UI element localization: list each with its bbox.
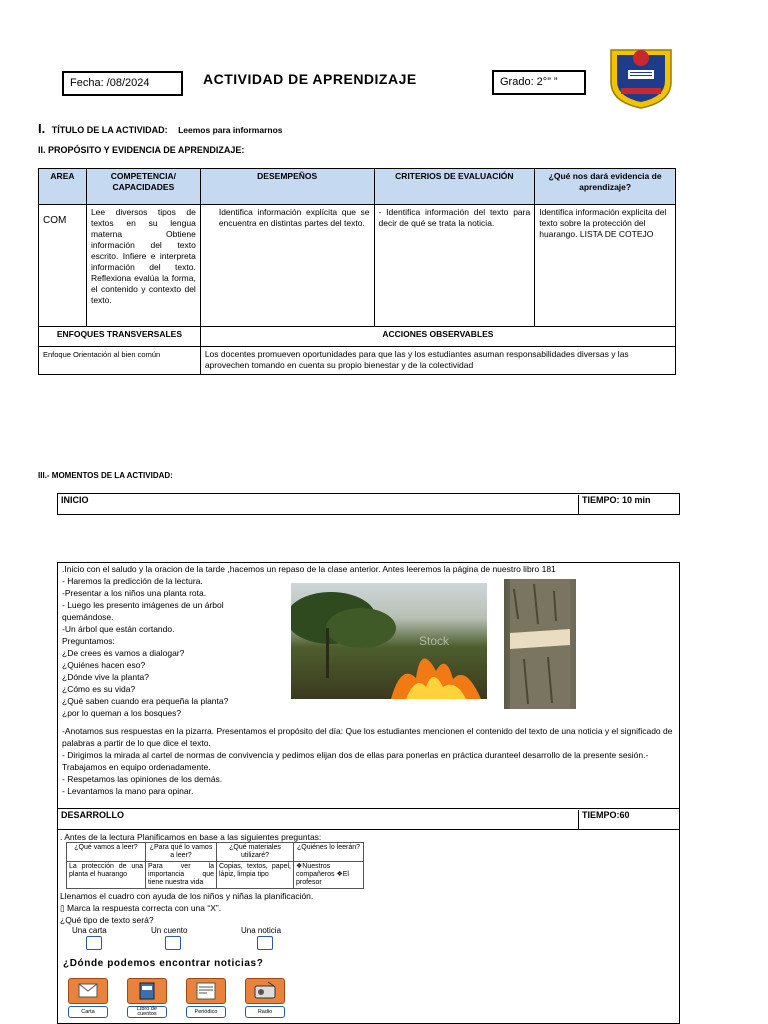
checkbox-carta[interactable]	[86, 936, 102, 950]
date-field	[62, 71, 183, 96]
desarrollo-after-lines	[60, 890, 313, 926]
cell-accion: Los docentes promueven oportunidades para que las y los estudiantes asuman responsabilidades diversas y las aprovechen tomando en cuenta su propio bienestar y de la colectividad	[200, 347, 675, 375]
plan-cell: ❖Nuestros compañeros ❖El profesor	[294, 862, 364, 889]
photo-watermark: Stock	[419, 634, 450, 648]
cell-area: COM	[39, 205, 87, 327]
date-label: Fecha: /08/2024	[70, 77, 150, 89]
source-libro[interactable]	[127, 978, 167, 1016]
cell-criterios: - Identifica información del texto para decir de qué se trata la noticia.	[374, 205, 535, 327]
cell-desempenos: Identifica información explícita que se encuentra en distintas partes del texto.	[200, 205, 374, 327]
planning-row	[67, 862, 364, 889]
inicio-line: ¿por lo queman a los bosques?	[62, 708, 182, 718]
section-1-number: I.	[38, 121, 46, 136]
plan-header: ¿Para qué lo vamos a leer?	[146, 843, 217, 862]
newspaper-icon	[186, 978, 226, 1004]
option-label: Una carta	[72, 926, 107, 935]
section-2-heading: II. PROPÓSITO Y EVIDENCIA DE APRENDIZAJE:	[38, 145, 245, 155]
enfoques-header: ENFOQUES TRANSVERSALES	[39, 327, 201, 347]
inicio-time: TIEMPO: 10 min	[578, 495, 651, 515]
radio-icon	[245, 978, 285, 1004]
envelope-icon	[68, 978, 108, 1004]
source-periodico[interactable]	[186, 978, 226, 1016]
section-1-heading	[38, 121, 282, 136]
where-news-title: ¿Dónde podemos encontrar noticias?	[63, 958, 264, 969]
desarrollo-line: Llenamos el cuadro con ayuda de los niños y niñas la planificación.	[60, 891, 314, 901]
inicio-line: .Inicio con el saludo y la oracion de la tarde ,hacemos un repaso de la clase anterior. Antes leeremos la página de nuestro libro 181	[62, 564, 556, 574]
inicio-line: ¿Cómo es su vida?	[62, 684, 136, 694]
inicio-line: - Luego les presento imágenes de un árbol	[62, 600, 224, 610]
option-cuento[interactable]	[151, 926, 187, 950]
source-label: Libro de cuentos	[127, 1006, 167, 1018]
desarrollo-label: DESARROLLO	[61, 810, 124, 820]
source-radio[interactable]	[245, 978, 285, 1016]
activity-box	[57, 562, 680, 1024]
inicio-line: ¿Quiénes hacen eso?	[62, 660, 146, 670]
inicio-line: -Presentar a los niños una planta rota.	[62, 588, 207, 598]
desarrollo-time: TIEMPO:60	[578, 810, 630, 830]
enfoques-header-row	[39, 327, 676, 347]
cell-evidencia: Identifica información explicita del texto sobre la protección del huarango. LISTA DE COTEJO	[535, 205, 676, 327]
header-competencia: COMPETENCIA/ CAPACIDADES	[86, 169, 200, 205]
purpose-table-header-row	[39, 169, 676, 205]
purpose-table	[38, 168, 676, 375]
option-carta[interactable]	[72, 926, 107, 950]
cell-competencia: Lee diversos tipos de textos en su lengua materna Obtiene información del texto escrito. Infiere e interpreta información del texto. Reflexiona evalúa la forma, el contenido y contexto del texto.	[86, 205, 200, 327]
inicio-line: Preguntamos:	[62, 636, 115, 646]
activity-title: Leemos para informarnos	[178, 125, 283, 135]
option-noticia[interactable]	[241, 926, 281, 950]
inicio-wide-line: -Anotamos sus respuestas en la pizarra. Presentamos el propósito del día: Que los estudiantes mencionen el contenido del texto de una noticia y el significado de palabras a partir de lo que dice el texto.	[62, 726, 673, 748]
plan-header: ¿Quiénes lo leerán?	[294, 843, 364, 862]
book-icon	[127, 978, 167, 1004]
inicio-wide-line: - Levantamos la mano para opinar.	[62, 786, 194, 796]
checkbox-cuento[interactable]	[165, 936, 181, 950]
cell-enfoque: Enfoque Orientación al bien común	[39, 347, 201, 375]
header-criterios: CRITERIOS DE EVALUACIÓN	[374, 169, 535, 205]
page-title: ACTIVIDAD DE APRENDIZAJE	[203, 71, 417, 87]
source-label: Periódico	[186, 1006, 226, 1018]
planning-header-row	[67, 843, 364, 862]
header-evidencia: ¿Qué nos dará evidencia de aprendizaje?	[535, 169, 676, 205]
cut-tree-trunk-photo	[504, 579, 576, 709]
inicio-line: ¿Dónde vive la planta?	[62, 672, 149, 682]
acciones-header: ACCIONES OBSERVABLES	[200, 327, 675, 347]
grade-field	[492, 70, 586, 95]
source-carta[interactable]	[68, 978, 108, 1016]
inicio-line: ¿De crees es vamos a dialogar?	[62, 648, 185, 658]
inicio-bar	[57, 493, 680, 515]
inicio-wide-line: - Respetamos las opiniones de los demás.	[62, 774, 223, 784]
inicio-label: INICIO	[61, 495, 89, 505]
section-1-label: TÍTULO DE LA ACTIVIDAD:	[51, 125, 168, 135]
plan-header: ¿Qué materiales utilizaré?	[217, 843, 294, 862]
checkbox-noticia[interactable]	[257, 936, 273, 950]
inicio-line: quemándose.	[62, 612, 114, 622]
school-crest-icon	[606, 42, 676, 110]
plan-header: ¿Qué vamos a leer?	[67, 843, 146, 862]
desarrollo-line: ¿Qué tipo de texto será?	[60, 915, 154, 925]
inicio-line: -Un árbol que están cortando.	[62, 624, 175, 634]
header-desempenos: DESEMPEÑOS	[200, 169, 374, 205]
plan-cell: La protección de una planta el huarango	[67, 862, 146, 889]
forest-fire-photo	[291, 583, 487, 699]
inicio-line: ¿Qué saben cuando era pequeña la planta?	[62, 696, 229, 706]
option-label: Una noticia	[241, 926, 282, 935]
source-label: Radio	[245, 1006, 285, 1018]
source-label: Carta	[68, 1006, 108, 1018]
purpose-table-row	[39, 205, 676, 327]
desarrollo-bar	[57, 808, 680, 830]
option-label: Un cuento	[151, 926, 188, 935]
inicio-wide-lines	[62, 725, 676, 797]
planning-table	[66, 842, 364, 889]
grade-label: Grado: 2°” ”	[500, 76, 558, 88]
plan-cell: Copias, textos, papel, lápiz, limpia tipo	[217, 862, 294, 889]
desarrollo-intro: . Antes de la lectura Planificamos en base a las siguientes preguntas:	[60, 832, 322, 842]
header-area: AREA	[39, 169, 87, 205]
inicio-wide-line: - Dirigimos la mirada al cartel de normas de convivencia y pedimos elijan dos de ellas para ponerlas en práctica duranteel desarrollo de la presente sesión.-Trabajamos en equipo ordenadamente.	[62, 750, 649, 772]
desarrollo-line: ▯ Marca la respuesta correcta con una “X”.	[60, 903, 222, 913]
section-3-heading: III.- MOMENTOS DE LA ACTIVIDAD:	[38, 471, 173, 480]
plan-cell: Para ver la importancia que tiene nuestra vida	[146, 862, 217, 889]
enfoques-row	[39, 347, 676, 375]
inicio-line: - Haremos la predicción de la lectura.	[62, 576, 203, 586]
